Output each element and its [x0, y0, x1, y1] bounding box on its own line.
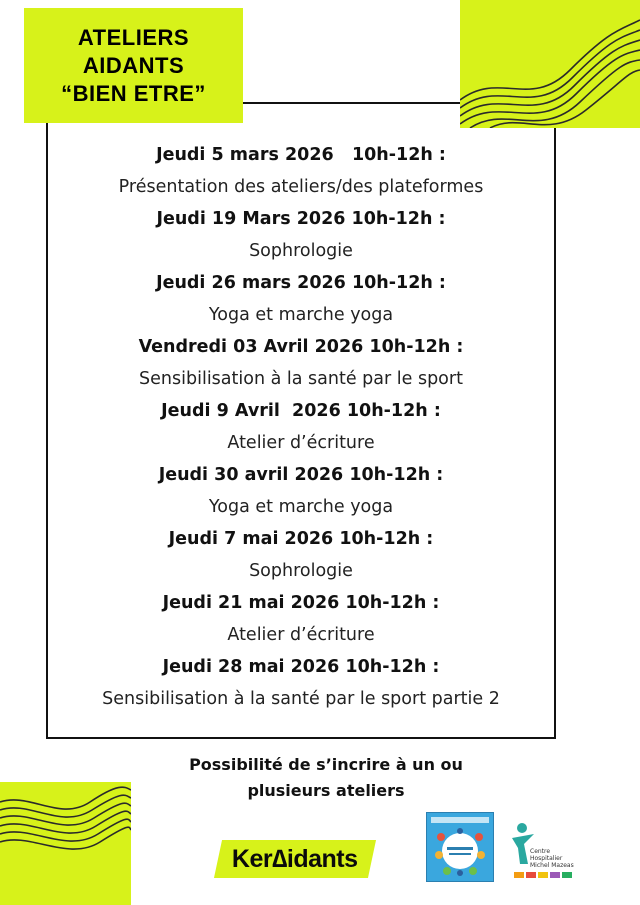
decorative-waves-top-right — [460, 0, 640, 128]
schedule-topic: Sophrologie — [249, 241, 353, 261]
registration-note-line: Possibilité de s’incrire à un ou — [189, 755, 463, 774]
schedule-topic: Yoga et marche yoga — [208, 305, 394, 325]
schedule-topic: Sophrologie — [249, 561, 353, 581]
book-cover-icon — [426, 812, 494, 882]
schedule-date: Jeudi 19 Mars 2026 10h-12h : — [156, 209, 446, 229]
hospital-name-line: Centre Hospitalier — [530, 848, 563, 862]
keraidants-logo-text: Ker∆idants — [232, 844, 358, 873]
registration-note — [131, 752, 521, 804]
frame-bottom-line — [46, 737, 556, 739]
hospital-name-line: Michel Mazeas — [530, 862, 574, 869]
hospital-logo-text — [530, 848, 582, 869]
schedule-date: Jeudi 21 mai 2026 10h-12h : — [162, 593, 440, 613]
title-line: ATELIERS — [77, 24, 190, 50]
schedule-topic: Atelier d’écriture — [227, 625, 375, 645]
schedule-topic: Sensibilisation à la santé par le sport partie 2 — [102, 689, 500, 709]
waves-icon — [0, 782, 131, 905]
title-line: AIDANTS — [82, 52, 185, 78]
schedule-topic: Sensibilisation à la santé par le sport — [139, 369, 463, 389]
schedule-date: Vendredi 03 Avril 2026 10h-12h : — [138, 337, 464, 357]
frame-right-line — [554, 128, 556, 739]
schedule-list — [48, 140, 554, 716]
schedule-topic: Atelier d’écriture — [227, 433, 375, 453]
title-line: “BIEN ETRE” — [61, 80, 206, 106]
schedule-date: Jeudi 9 Avril 2026 10h-12h : — [161, 401, 441, 421]
schedule-topic: Présentation des ateliers/des plateformes — [118, 177, 484, 197]
registration-note-line: plusieurs ateliers — [247, 781, 405, 800]
schedule-date: Jeudi 30 avril 2026 10h-12h : — [158, 465, 444, 485]
title-box — [24, 8, 243, 123]
decorative-waves-bottom-left — [0, 782, 131, 905]
hospital-logo — [508, 820, 582, 880]
schedule-date: Jeudi 7 mai 2026 10h-12h : — [168, 529, 434, 549]
waves-icon — [460, 0, 640, 128]
schedule-date: Jeudi 28 mai 2026 10h-12h : — [162, 657, 440, 677]
schedule-date: Jeudi 5 mars 2026 10h-12h : — [156, 145, 446, 165]
keraidants-logo — [214, 840, 376, 878]
schedule-date: Jeudi 26 mars 2026 10h-12h : — [156, 273, 446, 293]
schedule-topic: Yoga et marche yoga — [208, 497, 394, 517]
frame-top-line — [243, 102, 460, 104]
